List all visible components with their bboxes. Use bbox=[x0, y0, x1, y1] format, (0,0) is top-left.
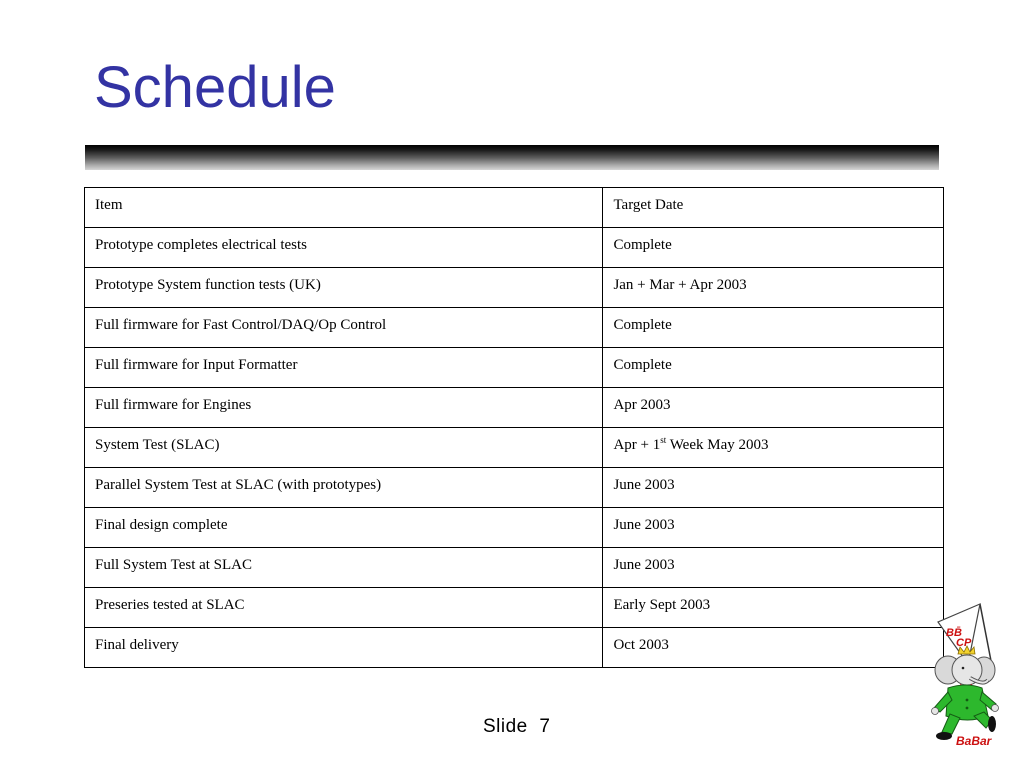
table-row bbox=[85, 508, 944, 548]
item-cell: Parallel System Test at SLAC (with prototypes) bbox=[85, 468, 603, 508]
flag-label-line1: BB̄ bbox=[946, 627, 962, 639]
table-row bbox=[85, 588, 944, 628]
header-cell-item: Item bbox=[85, 188, 603, 228]
date-cell: Jan + Mar + Apr 2003 bbox=[603, 268, 944, 308]
item-cell: Preseries tested at SLAC bbox=[85, 588, 603, 628]
date-cell: Apr 2003 bbox=[603, 388, 944, 428]
header-cell-target-date: Target Date bbox=[603, 188, 944, 228]
table-row bbox=[85, 308, 944, 348]
date-prefix: Apr + 1 bbox=[613, 437, 661, 453]
item-cell: System Test (SLAC) bbox=[85, 428, 603, 468]
item-cell: Full firmware for Engines bbox=[85, 388, 603, 428]
flag-label-line2: CP bbox=[956, 637, 972, 649]
babar-elephant-logo bbox=[912, 600, 1024, 750]
date-cell: Oct 2003 bbox=[603, 628, 944, 668]
date-cell: June 2003 bbox=[603, 468, 944, 508]
slide-number-label: Slide bbox=[483, 716, 528, 737]
date-cell bbox=[603, 428, 944, 468]
table-row bbox=[85, 348, 944, 388]
item-cell: Full System Test at SLAC bbox=[85, 548, 603, 588]
item-cell: Prototype completes electrical tests bbox=[85, 228, 603, 268]
date-cell: Complete bbox=[603, 348, 944, 388]
slide-title: Schedule bbox=[94, 55, 336, 120]
table-row bbox=[85, 268, 944, 308]
title-divider bbox=[85, 145, 939, 170]
item-cell: Full firmware for Input Formatter bbox=[85, 348, 603, 388]
date-cell: June 2003 bbox=[603, 508, 944, 548]
babar-logo-text: BaBar bbox=[956, 734, 992, 748]
schedule-table bbox=[84, 187, 944, 668]
item-cell: Full firmware for Fast Control/DAQ/Op Control bbox=[85, 308, 603, 348]
table-header-row bbox=[85, 188, 944, 228]
table-row bbox=[85, 468, 944, 508]
date-cell: Complete bbox=[603, 228, 944, 268]
table-row bbox=[85, 548, 944, 588]
date-cell: Complete bbox=[603, 308, 944, 348]
date-superscript: st bbox=[660, 435, 667, 445]
table-row bbox=[85, 428, 944, 468]
date-cell: June 2003 bbox=[603, 548, 944, 588]
slide-number bbox=[483, 716, 550, 738]
item-cell: Prototype System function tests (UK) bbox=[85, 268, 603, 308]
table-row bbox=[85, 228, 944, 268]
item-cell: Final design complete bbox=[85, 508, 603, 548]
date-cell: Early Sept 2003 bbox=[603, 588, 944, 628]
date-suffix: Week May 2003 bbox=[666, 437, 769, 453]
slide-number-value: 7 bbox=[539, 716, 551, 737]
table-row bbox=[85, 388, 944, 428]
item-cell: Final delivery bbox=[85, 628, 603, 668]
table-row bbox=[85, 628, 944, 668]
